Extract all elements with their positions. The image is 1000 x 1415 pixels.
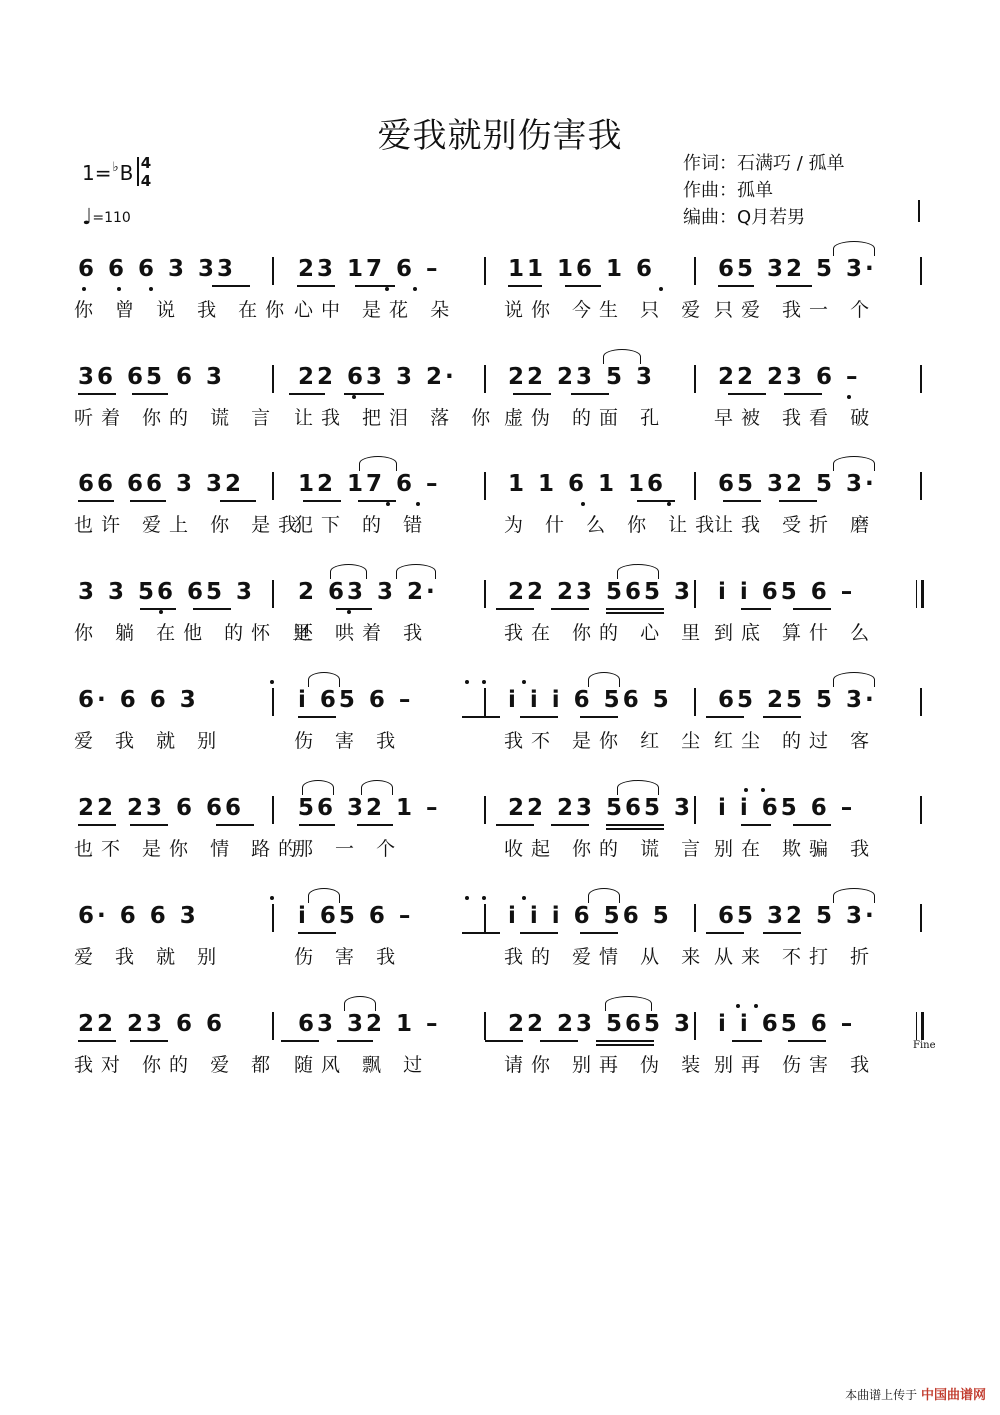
- measure-notes: 22 23 6 –: [718, 364, 861, 390]
- barline: [272, 688, 274, 716]
- slur-arc: [617, 564, 659, 579]
- duration-underline: [513, 393, 551, 395]
- duration-underline: [344, 393, 384, 395]
- octave-dot: [465, 680, 469, 684]
- duration-underline: [78, 824, 116, 826]
- duration-underline: [130, 824, 168, 826]
- measure-lyrics: 听着 你的 谎 言: [74, 407, 279, 429]
- measure-notes: 36 65 6 3: [78, 364, 226, 390]
- measure-notes: i i i 6 56 5: [508, 687, 672, 713]
- duration-underline: [337, 1040, 373, 1042]
- staff-2: [0, 363, 1000, 453]
- header-barline: [918, 200, 920, 222]
- measure-notes: 2 63 3 2·: [298, 579, 438, 605]
- barline: [272, 365, 274, 393]
- measure-notes: i 65 6 –: [298, 903, 414, 929]
- staff-5: [0, 686, 1000, 776]
- measure-notes: 65 32 5 3·: [718, 256, 877, 282]
- barline: [484, 904, 486, 932]
- barline: [694, 257, 696, 285]
- measure-lyrics: 我在 你的 心 里: [504, 622, 709, 644]
- site-logo: 中国曲谱网: [920, 1388, 986, 1403]
- octave-dot: [581, 502, 585, 506]
- measure-lyrics: 别再 伤害 我: [714, 1054, 878, 1076]
- barline: [920, 257, 922, 285]
- measure-notes: i 65 6 –: [298, 687, 414, 713]
- measure-notes: 65 32 5 3·: [718, 471, 877, 497]
- tempo-value: =110: [92, 210, 131, 226]
- slur-arc: [361, 780, 393, 795]
- octave-dot: [736, 1004, 740, 1008]
- duration-underline: [462, 932, 500, 934]
- measure-lyrics: 犯下 的 错: [294, 514, 431, 536]
- composer-credit: 作曲：孤单: [683, 180, 773, 201]
- final-barline: [916, 580, 924, 608]
- barline: [920, 688, 922, 716]
- octave-dot: [744, 788, 748, 792]
- measure-lyrics: 我对 你的 爱 都: [74, 1054, 279, 1076]
- duration-underline: [212, 285, 250, 287]
- duration-underline: [606, 828, 664, 830]
- duration-underline: [571, 393, 609, 395]
- barline: [694, 472, 696, 500]
- measure-lyrics: 那 一 个: [294, 838, 404, 860]
- barline: [694, 1012, 696, 1040]
- slur-arc: [833, 888, 875, 903]
- duration-underline: [132, 393, 168, 395]
- duration-underline: [606, 824, 664, 826]
- measure-lyrics: 虚伪 的面 孔: [504, 407, 668, 429]
- octave-dot: [270, 680, 274, 684]
- duration-underline: [130, 1040, 168, 1042]
- measure-lyrics: 为 什 么 你 让我: [504, 514, 723, 536]
- octave-dot: [352, 395, 356, 399]
- barline: [920, 365, 922, 393]
- octave-dot: [847, 395, 851, 399]
- duration-underline: [357, 824, 393, 826]
- duration-underline: [355, 285, 395, 287]
- barline: [272, 472, 274, 500]
- barline: [920, 796, 922, 824]
- arranger-credit: 编曲：Q月若男: [683, 207, 806, 228]
- measure-lyrics: 随风 飘 过: [294, 1054, 431, 1076]
- key-signature: [82, 160, 133, 185]
- duration-underline: [78, 500, 114, 502]
- measure-notes: 1 1 6 1 16: [508, 471, 667, 497]
- key-prefix: 1=: [82, 161, 112, 185]
- duration-underline: [728, 393, 766, 395]
- duration-underline: [784, 393, 822, 395]
- barline: [484, 688, 486, 716]
- measure-lyrics: 到底 算什 么: [714, 622, 878, 644]
- duration-underline: [220, 500, 256, 502]
- measure-notes: i i 65 6 –: [718, 795, 856, 821]
- measure-notes: 56 32 1 –: [298, 795, 441, 821]
- slur-arc: [833, 672, 875, 687]
- duration-underline: [336, 608, 372, 610]
- duration-underline: [779, 500, 817, 502]
- duration-underline: [462, 716, 500, 718]
- octave-dot: [522, 680, 526, 684]
- measure-notes: 22 23 6 6: [78, 1011, 226, 1037]
- duration-underline: [298, 932, 336, 934]
- score-title: 爱我就别伤害我: [377, 116, 623, 156]
- octave-dot: [385, 287, 389, 291]
- slur-arc: [833, 241, 875, 256]
- duration-underline: [496, 608, 534, 610]
- slur-arc: [833, 456, 875, 471]
- measure-lyrics: 心中 是花 朵: [294, 299, 458, 321]
- measure-notes: 22 23 565 3: [508, 795, 694, 821]
- barline: [694, 688, 696, 716]
- duration-underline: [793, 824, 831, 826]
- octave-dot: [386, 502, 390, 506]
- octave-dot: [761, 788, 765, 792]
- barline: [484, 580, 486, 608]
- octave-dot: [159, 610, 163, 614]
- measure-notes: 6· 6 6 3: [78, 687, 199, 713]
- measure-lyrics: 爱 我 就 别: [74, 730, 225, 752]
- slur-arc: [308, 888, 340, 903]
- staff-7: [0, 902, 1000, 992]
- key-note: B: [119, 161, 134, 185]
- measure-lyrics: 让我 受折 磨: [714, 514, 878, 536]
- staff-1: [0, 255, 1000, 345]
- slur-arc: [302, 780, 334, 795]
- measure-lyrics: 也不 是你 情 路的: [74, 838, 306, 860]
- measure-notes: i i 65 6 –: [718, 1011, 856, 1037]
- duration-underline: [793, 608, 831, 610]
- slur-arc: [308, 672, 340, 687]
- measure-lyrics: 你 躺 在他 的怀 里: [74, 622, 320, 644]
- measure-notes: 22 23 565 3: [508, 579, 694, 605]
- barline: [694, 796, 696, 824]
- octave-dot: [465, 896, 469, 900]
- duration-underline: [741, 608, 771, 610]
- duration-underline: [303, 500, 341, 502]
- octave-dot: [347, 610, 351, 614]
- barline: [484, 257, 486, 285]
- staff-4: [0, 578, 1000, 668]
- measure-lyrics: 伤 害 我: [294, 730, 404, 752]
- slur-arc: [603, 349, 641, 364]
- duration-underline: [741, 824, 771, 826]
- duration-underline: [706, 932, 744, 934]
- final-barline: [916, 1012, 924, 1040]
- barline: [484, 796, 486, 824]
- barline: [272, 796, 274, 824]
- measure-lyrics: 我不 是你 红 尘: [504, 730, 709, 752]
- slur-arc: [396, 564, 436, 579]
- duration-underline: [706, 716, 744, 718]
- octave-dot: [667, 502, 671, 506]
- duration-underline: [358, 500, 396, 502]
- measure-lyrics: 收起 你的 谎 言: [504, 838, 709, 860]
- barline: [694, 904, 696, 932]
- duration-underline: [289, 393, 325, 395]
- duration-underline: [596, 1044, 654, 1046]
- duration-underline: [496, 824, 534, 826]
- measure-lyrics: 你 曾 说 我 在你: [74, 299, 293, 321]
- slur-arc: [588, 888, 620, 903]
- barline: [920, 904, 922, 932]
- measure-lyrics: 让我 把泪 落 你: [294, 407, 499, 429]
- barline: [484, 365, 486, 393]
- octave-dot: [117, 287, 121, 291]
- flat-sign: ♭: [112, 160, 119, 175]
- slur-arc: [605, 996, 652, 1011]
- octave-dot: [270, 896, 274, 900]
- time-signature-bottom: 4: [140, 172, 152, 190]
- measure-notes: 65 25 5 3·: [718, 687, 877, 713]
- duration-underline: [763, 716, 801, 718]
- duration-underline: [763, 932, 801, 934]
- octave-dot: [482, 680, 486, 684]
- measure-notes: 22 23 5 3: [508, 364, 656, 390]
- fine-mark: Fine: [913, 1040, 936, 1051]
- barline: [920, 472, 922, 500]
- measure-lyrics: 早被 我看 破: [714, 407, 878, 429]
- octave-dot: [659, 287, 663, 291]
- duration-underline: [485, 1040, 523, 1042]
- lyricist-credit: 作词：石满巧 / 孤单: [683, 153, 845, 174]
- duration-underline: [580, 932, 618, 934]
- measure-lyrics: 还 哄着 我: [294, 622, 431, 644]
- duration-underline: [520, 716, 558, 718]
- measure-lyrics: 爱 我 就 别: [74, 946, 225, 968]
- duration-underline: [596, 1040, 654, 1042]
- slur-arc: [588, 672, 620, 687]
- measure-notes: 65 32 5 3·: [718, 903, 877, 929]
- measure-lyrics: 只爱 我一 个: [714, 299, 878, 321]
- duration-underline: [281, 1040, 319, 1042]
- measure-lyrics: 红尘 的过 客: [714, 730, 878, 752]
- time-signature-line: [137, 157, 139, 186]
- measure-notes: 3 3 56 65 3: [78, 579, 256, 605]
- barline: [272, 1012, 274, 1040]
- octave-dot: [482, 896, 486, 900]
- duration-underline: [78, 1040, 116, 1042]
- measure-notes: 66 66 3 32: [78, 471, 245, 497]
- measure-notes: 12 17 6 –: [298, 471, 441, 497]
- measure-notes: 22 63 3 2·: [298, 364, 457, 390]
- duration-underline: [508, 285, 542, 287]
- duration-underline: [299, 824, 335, 826]
- duration-underline: [606, 612, 664, 614]
- time-signature: [137, 154, 155, 190]
- duration-underline: [551, 824, 589, 826]
- measure-notes: 23 17 6 –: [298, 256, 441, 282]
- duration-underline: [140, 608, 176, 610]
- quarter-note-icon: ♩: [82, 205, 93, 230]
- duration-underline: [540, 1040, 578, 1042]
- octave-dot: [522, 896, 526, 900]
- slur-arc: [344, 996, 376, 1011]
- octave-dot: [416, 502, 420, 506]
- measure-notes: 6 6 6 3 33: [78, 256, 237, 282]
- duration-underline: [606, 608, 664, 610]
- duration-underline: [130, 500, 166, 502]
- measure-notes: 63 32 1 –: [298, 1011, 441, 1037]
- measure-notes: 22 23 6 66: [78, 795, 245, 821]
- barline: [484, 472, 486, 500]
- barline: [272, 904, 274, 932]
- measure-lyrics: 别在 欺骗 我: [714, 838, 878, 860]
- duration-underline: [551, 608, 589, 610]
- tempo-marking: [82, 205, 131, 230]
- time-signature-top: 4: [140, 154, 152, 172]
- slur-arc: [330, 564, 367, 579]
- barline: [694, 580, 696, 608]
- barline: [694, 365, 696, 393]
- duration-underline: [723, 500, 761, 502]
- staff-3: [0, 470, 1000, 560]
- duration-underline: [520, 932, 558, 934]
- barline: [484, 1012, 486, 1040]
- barline: [272, 580, 274, 608]
- measure-notes: 22 23 565 3: [508, 1011, 694, 1037]
- measure-notes: 11 16 1 6: [508, 256, 656, 282]
- measure-lyrics: 从来 不打 折: [714, 946, 878, 968]
- duration-underline: [732, 1040, 762, 1042]
- measure-lyrics: 我的 爱情 从 来: [504, 946, 709, 968]
- measure-lyrics: 也许 爱上 你 是我: [74, 514, 306, 536]
- measure-notes: 6· 6 6 3: [78, 903, 199, 929]
- slur-arc: [359, 456, 397, 471]
- footer-text: 本曲谱上传于: [845, 1388, 918, 1402]
- staff-8: [0, 1010, 1000, 1100]
- octave-dot: [149, 287, 153, 291]
- duration-underline: [193, 608, 231, 610]
- staff-6: [0, 794, 1000, 884]
- octave-dot: [754, 1004, 758, 1008]
- slur-arc: [617, 780, 659, 795]
- octave-dot: [82, 287, 86, 291]
- duration-underline: [580, 716, 618, 718]
- duration-underline: [718, 285, 754, 287]
- duration-underline: [78, 393, 116, 395]
- duration-underline: [298, 716, 336, 718]
- measure-lyrics: 请你 别再 伪 装: [504, 1054, 709, 1076]
- measure-lyrics: 伤 害 我: [294, 946, 404, 968]
- octave-dot: [413, 287, 417, 291]
- duration-underline: [216, 824, 254, 826]
- footer: [845, 1384, 986, 1403]
- duration-underline: [565, 285, 601, 287]
- measure-notes: i i 65 6 –: [718, 579, 856, 605]
- barline: [272, 257, 274, 285]
- duration-underline: [297, 285, 335, 287]
- duration-underline: [788, 1040, 826, 1042]
- measure-notes: i i i 6 56 5: [508, 903, 672, 929]
- duration-underline: [776, 285, 812, 287]
- measure-lyrics: 说你 今生 只 爱: [504, 299, 709, 321]
- credits: [683, 150, 845, 231]
